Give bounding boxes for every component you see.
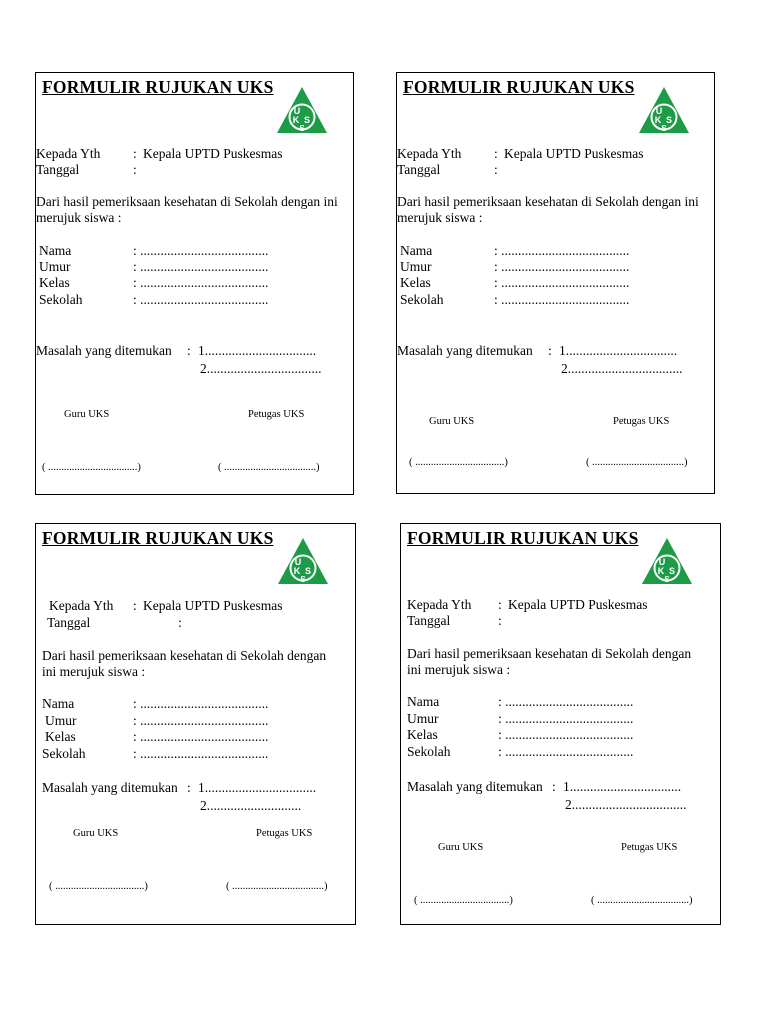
masalah-item-2: 2............................	[200, 798, 302, 813]
logo-letter-u: U	[294, 557, 302, 567]
petugas-signature-blank: ( ...................................)	[226, 881, 328, 892]
logo-letter-k: K	[657, 566, 665, 576]
field-nama-label: Nama	[39, 243, 72, 258]
kepada-value: Kepala UPTD Puskesmas	[508, 597, 648, 612]
field-kelas-label: Kelas	[45, 729, 76, 744]
field-nama-label: Nama	[400, 243, 433, 258]
uks-logo-icon	[641, 537, 693, 585]
logo-letter-s2: S	[300, 575, 306, 584]
petugas-signature-blank: ( ...................................)	[591, 895, 693, 906]
petugas-signature-blank: ( ...................................)	[218, 462, 320, 473]
field-nama-value: : ......................................	[498, 694, 634, 709]
logo-letter-s2: S	[664, 575, 670, 584]
field-umur-label: Umur	[45, 713, 77, 728]
masalah-colon: :	[548, 343, 552, 358]
guru-uks-label: Guru UKS	[64, 409, 110, 420]
intro-line-2: ini merujuk siswa :	[407, 662, 511, 677]
tanggal-colon: :	[494, 162, 498, 177]
field-kelas-label: Kelas	[400, 275, 431, 290]
field-kelas-value: : ......................................	[494, 275, 630, 290]
field-sekolah-value: : ......................................	[133, 292, 269, 307]
kepada-colon: :	[498, 597, 502, 612]
tanggal-label: Tanggal	[47, 615, 91, 630]
referral-form-3	[35, 523, 356, 925]
guru-uks-label: Guru UKS	[429, 416, 475, 427]
logo-letter-u: U	[655, 106, 663, 116]
logo-letter-k: K	[293, 566, 301, 576]
masalah-label: Masalah yang ditemukan	[397, 343, 533, 358]
uks-logo-icon	[276, 86, 328, 134]
petugas-uks-label: Petugas UKS	[613, 416, 670, 427]
form-title: FORMULIR RUJUKAN UKS	[42, 528, 274, 548]
masalah-label: Masalah yang ditemukan	[42, 780, 178, 795]
field-umur-label: Umur	[400, 259, 432, 274]
logo-letter-s: S	[304, 566, 312, 576]
field-kelas-value: : ......................................	[498, 727, 634, 742]
form-title: FORMULIR RUJUKAN UKS	[42, 77, 274, 97]
kepada-label: Kepada Yth	[397, 146, 462, 161]
intro-line-2: merujuk siswa :	[397, 210, 483, 225]
field-nama-label: Nama	[407, 694, 440, 709]
petugas-uks-label: Petugas UKS	[621, 842, 678, 853]
field-nama-label: Nama	[42, 696, 75, 711]
form-title: FORMULIR RUJUKAN UKS	[403, 77, 635, 97]
tanggal-colon: :	[133, 162, 137, 177]
intro-line-2: merujuk siswa :	[36, 210, 122, 225]
masalah-item-1: 1.................................	[198, 780, 317, 795]
logo-letter-s: S	[303, 115, 311, 125]
field-kelas-value: : ......................................	[133, 729, 269, 744]
referral-form-1	[35, 72, 354, 495]
masalah-item-1: 1.................................	[563, 779, 682, 794]
guru-uks-label: Guru UKS	[438, 842, 484, 853]
intro-line-1: Dari hasil pemeriksaan kesehatan di Sekolah dengan	[42, 648, 327, 663]
petugas-uks-label: Petugas UKS	[248, 409, 305, 420]
intro-line-1: Dari hasil pemeriksaan kesehatan di Sekolah dengan ini	[397, 194, 699, 209]
logo-letter-s2: S	[661, 124, 667, 133]
logo-letter-s: S	[668, 566, 676, 576]
kepada-colon: :	[494, 146, 498, 161]
masalah-item-2: 2..................................	[561, 361, 683, 376]
form-title: FORMULIR RUJUKAN UKS	[407, 528, 639, 548]
guru-signature-blank: ( ..................................)	[49, 881, 148, 892]
field-umur-label: Umur	[39, 259, 71, 274]
referral-form-2	[396, 72, 715, 494]
field-sekolah-label: Sekolah	[407, 744, 451, 759]
intro-line-1: Dari hasil pemeriksaan kesehatan di Sekolah dengan	[407, 646, 692, 661]
field-sekolah-value: : ......................................	[498, 744, 634, 759]
masalah-label: Masalah yang ditemukan	[36, 343, 172, 358]
field-umur-value: : ......................................	[133, 713, 269, 728]
field-umur-value: : ......................................	[133, 259, 269, 274]
guru-signature-blank: ( ..................................)	[414, 895, 513, 906]
field-umur-value: : ......................................	[498, 711, 634, 726]
field-umur-value: : ......................................	[494, 259, 630, 274]
field-sekolah-label: Sekolah	[42, 746, 86, 761]
guru-signature-blank: ( ..................................)	[42, 462, 141, 473]
kepada-value: Kepala UPTD Puskesmas	[504, 146, 644, 161]
field-sekolah-label: Sekolah	[39, 292, 83, 307]
masalah-colon: :	[187, 780, 191, 795]
field-sekolah-value: : ......................................	[494, 292, 630, 307]
field-nama-value: : ......................................	[133, 696, 269, 711]
guru-signature-blank: ( ..................................)	[409, 457, 508, 468]
field-sekolah-value: : ......................................	[133, 746, 269, 761]
petugas-uks-label: Petugas UKS	[256, 828, 313, 839]
tanggal-label: Tanggal	[397, 162, 441, 177]
logo-letter-u: U	[293, 106, 301, 116]
kepada-value: Kepala UPTD Puskesmas	[143, 146, 283, 161]
referral-form-4	[400, 523, 721, 925]
field-sekolah-label: Sekolah	[400, 292, 444, 307]
kepada-label: Kepada Yth	[407, 597, 472, 612]
logo-letter-s2: S	[299, 124, 305, 133]
petugas-signature-blank: ( ...................................)	[586, 457, 688, 468]
masalah-item-2: 2..................................	[565, 797, 687, 812]
logo-letter-u: U	[658, 557, 666, 567]
masalah-label: Masalah yang ditemukan	[407, 779, 543, 794]
field-umur-label: Umur	[407, 711, 439, 726]
intro-line-2: ini merujuk siswa :	[42, 664, 146, 679]
kepada-colon: :	[133, 598, 137, 613]
field-kelas-label: Kelas	[407, 727, 438, 742]
kepada-label: Kepada Yth	[36, 146, 101, 161]
masalah-item-1: 1.................................	[198, 343, 317, 358]
tanggal-colon: :	[178, 615, 182, 630]
field-nama-value: : ......................................	[133, 243, 269, 258]
logo-letter-k: K	[292, 115, 300, 125]
uks-logo-icon	[277, 537, 329, 585]
masalah-colon: :	[187, 343, 191, 358]
kepada-value: Kepala UPTD Puskesmas	[143, 598, 283, 613]
logo-letter-k: K	[654, 115, 662, 125]
uks-logo-icon	[638, 86, 690, 134]
kepada-colon: :	[133, 146, 137, 161]
masalah-colon: :	[552, 779, 556, 794]
tanggal-label: Tanggal	[36, 162, 80, 177]
tanggal-label: Tanggal	[407, 613, 451, 628]
guru-uks-label: Guru UKS	[73, 828, 119, 839]
masalah-item-2: 2..................................	[200, 361, 322, 376]
masalah-item-1: 1.................................	[559, 343, 678, 358]
field-kelas-value: : ......................................	[133, 275, 269, 290]
logo-letter-s: S	[665, 115, 673, 125]
tanggal-colon: :	[498, 613, 502, 628]
field-nama-value: : ......................................	[494, 243, 630, 258]
kepada-label: Kepada Yth	[49, 598, 114, 613]
intro-line-1: Dari hasil pemeriksaan kesehatan di Sekolah dengan ini	[36, 194, 338, 209]
field-kelas-label: Kelas	[39, 275, 70, 290]
